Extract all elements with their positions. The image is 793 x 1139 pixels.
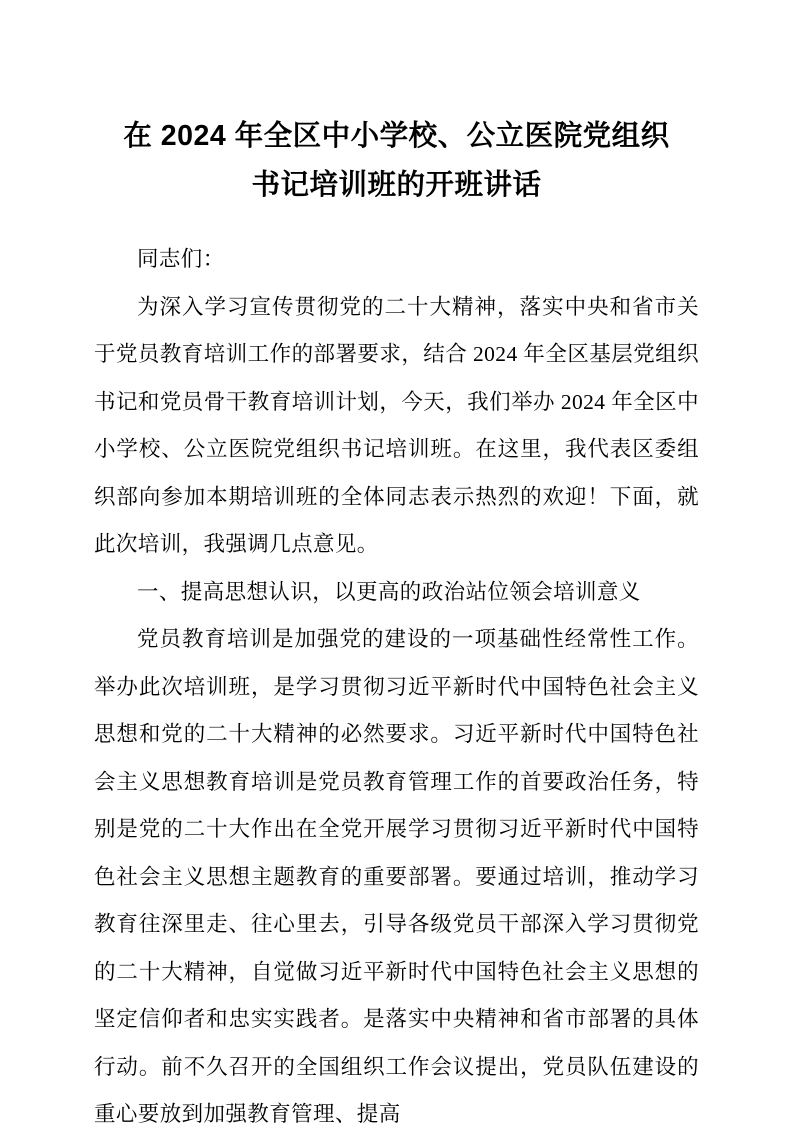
page-title-line-2: 书记培训班的开班讲话 (251, 169, 542, 201)
paragraph-section-one-body: 党员教育培训是加强党的建设的一项基础性经常性工作。举办此次培训班，是学习贯彻习近平新时代中国特色社会主义思想和党的二十大精神的必然要求。习近平新时代中国特色社会主义思想教育培训是党员教育管理工作的首要政治任务，特别是党的二十大作出在全党开展学习贯彻习近平新时代中国特色社会主义思想主题教育的重要部署。要通过培训，推动学习教育往深里走、往心里去，引导各级党员干部深入学习贯彻党的二十大精神，自觉做习近平新时代中国特色社会主义思想的坚定信仰者和忠实实践者。是落实中央精神和省市部署的具体行动。前不久召开的全国组织工作会议提出，党员队伍建设的重心要放到加强教育管理、提高 (94, 627, 699, 1126)
page-title-line-1: 在 2024 年全区中小学校、公立医院党组织 (123, 120, 670, 152)
paragraph-heading-one: 一、提高思想认识，以更高的政治站位领会培训意义 (137, 579, 641, 604)
document-body (94, 236, 699, 1139)
paragraph-intro: 为深入学习宣传贯彻党的二十大精神，落实中央和省市关于党员教育培训工作的部署要求，结合 2024 年全区基层党组织书记和党员骨干教育培训计划，今天，我们举办 2024 年全区中小学校、公立医院党组织书记培训班。在这里，我代表区委组织部向参加本期培训班的全体同志表示热烈的欢迎！下面，就此次培训，我强调几点意见。 (94, 294, 699, 556)
page-title (94, 112, 699, 210)
paragraph-salutation: 同志们： (137, 247, 225, 271)
